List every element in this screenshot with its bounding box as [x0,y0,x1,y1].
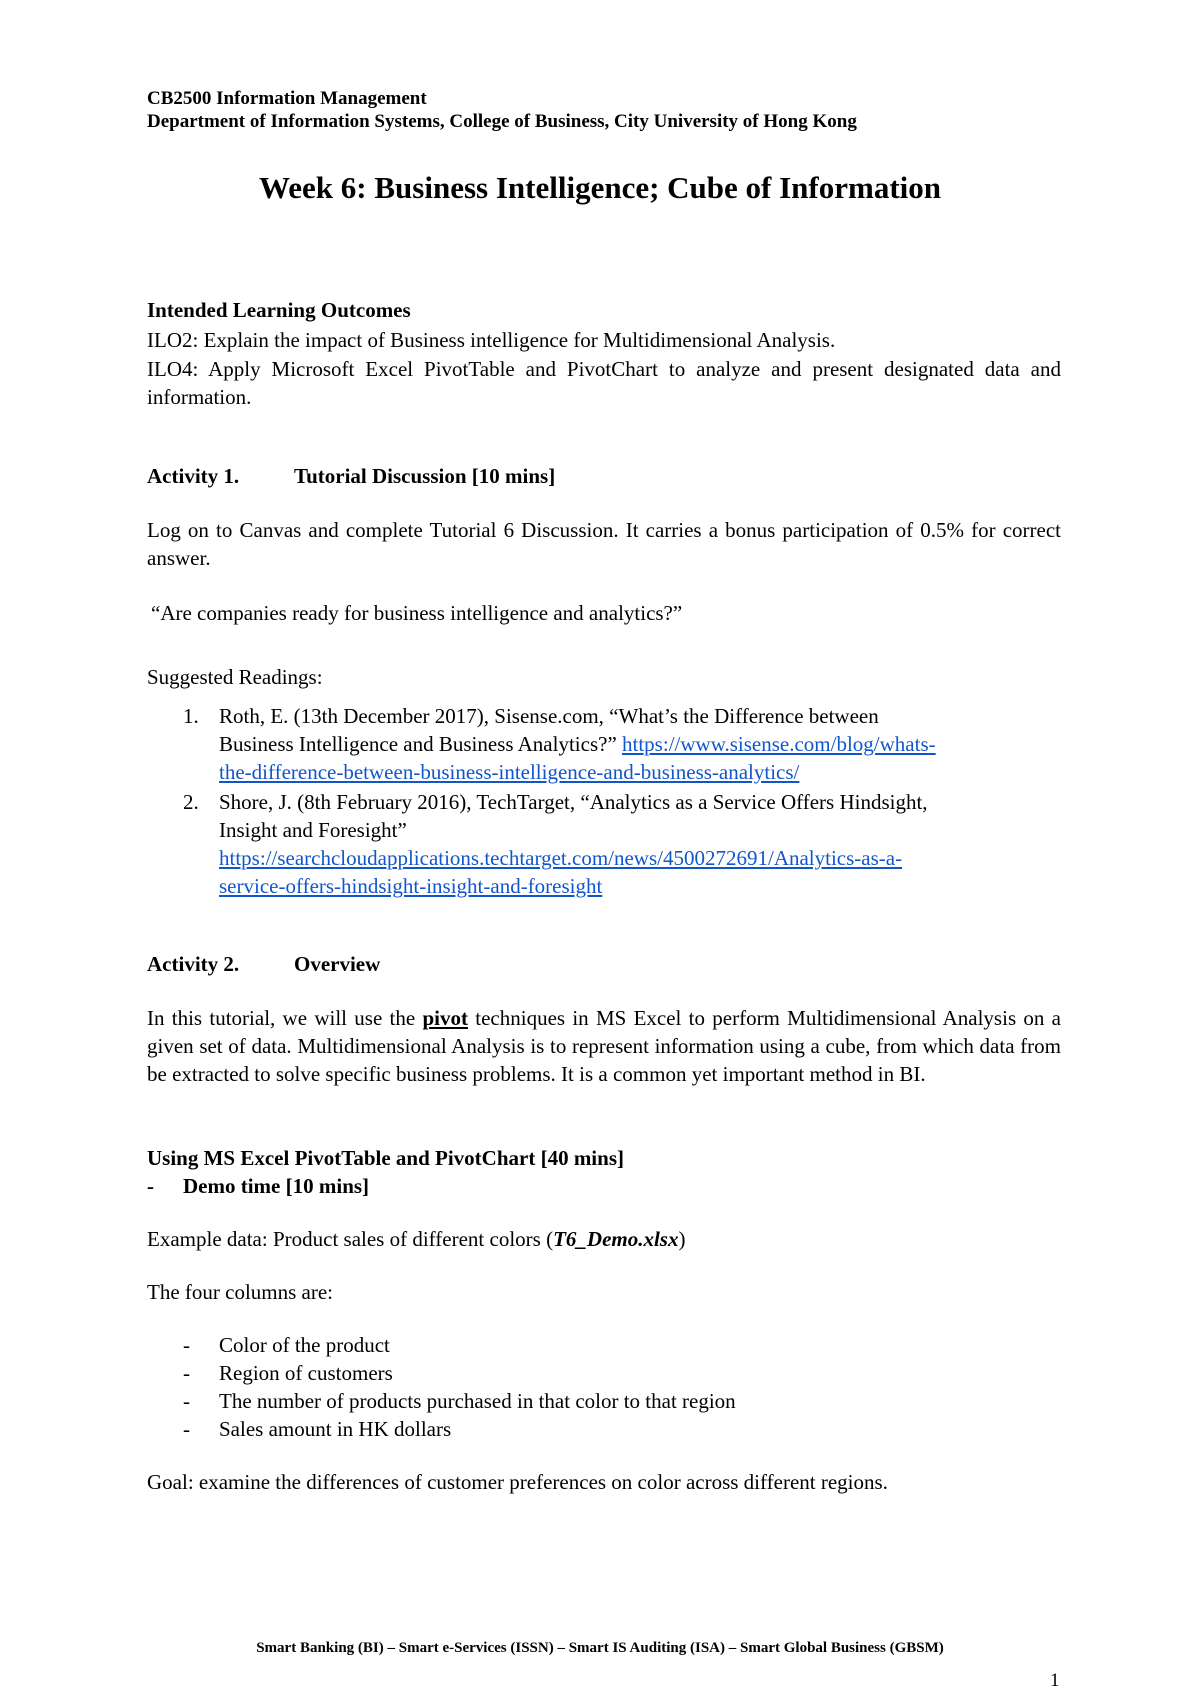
activity1-title: Tutorial Discussion [10 mins] [294,464,556,488]
demo-time: Demo time [10 mins] [183,1174,370,1198]
department-header: Department of Information Systems, College of Business, City University of Hong Kong [147,111,857,132]
activity1-instruction: Log on to Canvas and complete Tutorial 6 Discussion. It carries a bonus participation of 0.5% for correct answer. [147,518,1061,570]
pivot-subheading: Using MS Excel PivotTable and PivotChart [40 mins] [147,1146,624,1170]
demo-dash: - [147,1174,154,1198]
reading-1-line1: Roth, E. (13th December 2017), Sisense.com, “What’s the Difference between [219,704,879,728]
course-header: CB2500 Information Management [147,88,427,109]
column-item-region: Region of customers [219,1361,393,1385]
reading-1-line3 [219,758,799,786]
activity2-title: Overview [294,952,381,976]
example-filename: T6_Demo.xlsx [553,1227,679,1251]
pivot-emphasis: pivot [422,1006,468,1030]
columns-intro: The four columns are: [147,1280,334,1304]
example-text: Example data: Product sales of different colors ( [147,1227,554,1251]
column-bullet-4: - [183,1417,190,1441]
example-data-line [147,1227,685,1252]
page-number: 1 [1050,1670,1060,1691]
reading-2-line1: Shore, J. (8th February 2016), TechTarget, “Analytics as a Service Offers Hindsight, [219,790,928,814]
column-item-sales: Sales amount in HK dollars [219,1417,452,1441]
column-item-color: Color of the product [219,1333,390,1357]
reading-2-line4 [219,872,602,900]
reading-2-link-part1[interactable]: https://searchcloudapplications.techtarget.com/news/4500272691/Analytics-as-a- [219,846,903,870]
page-footer: Smart Banking (BI) – Smart e-Services (ISSN) – Smart IS Auditing (ISA) – Smart Global Business (GBSM) [256,1640,944,1656]
activity2-label: Activity 2. [147,952,240,976]
reading-2-number: 2. [183,790,199,814]
activity1-label: Activity 1. [147,464,240,488]
column-bullet-3: - [183,1389,190,1413]
column-bullet-2: - [183,1361,190,1385]
activity2-paragraph [147,1004,1061,1088]
ilo-heading: Intended Learning Outcomes [147,298,411,322]
reading-1-line2 [219,730,936,758]
reading-1-link-part2[interactable]: the-difference-between-business-intelligence-and-business-analytics/ [219,760,800,784]
discussion-question: “Are companies ready for business intelligence and analytics?” [151,601,683,625]
paragraph-text-before: In this tutorial, we will use the [147,1006,423,1030]
readings-heading: Suggested Readings: [147,665,323,689]
reading-1-number: 1. [183,704,199,728]
ilo4-text: ILO4: Apply Microsoft Excel PivotTable and PivotChart to analyze and present designated data and information. [147,357,1061,409]
reading-1-link-part1[interactable]: https://www.sisense.com/blog/whats- [622,732,936,756]
reading-2-line2: Insight and Foresight” [219,818,407,842]
reading-1-citation: Business Intelligence and Business Analytics?” [219,732,623,756]
example-close-paren: ) [678,1227,686,1251]
paragraph-text-after: techniques in MS Excel to perform Multidimensional Analysis on a given set of data. Multidimensional Analysis is to represent information using a cube, from which data from be extracted to solve specific business problems. It is a common yet important method in BI. [147,1006,1061,1086]
ilo2-text: ILO2: Explain the impact of Business intelligence for Multidimensional Analysis. [147,328,836,352]
page-title: Week 6: Business Intelligence; Cube of Information [259,170,941,205]
reading-2-line3 [219,844,902,872]
column-bullet-1: - [183,1333,190,1357]
reading-2-link-part2[interactable]: service-offers-hindsight-insight-and-foresight [219,874,603,898]
goal-text: Goal: examine the differences of customer preferences on color across different regions. [147,1470,888,1494]
column-item-quantity: The number of products purchased in that color to that region [219,1389,736,1413]
